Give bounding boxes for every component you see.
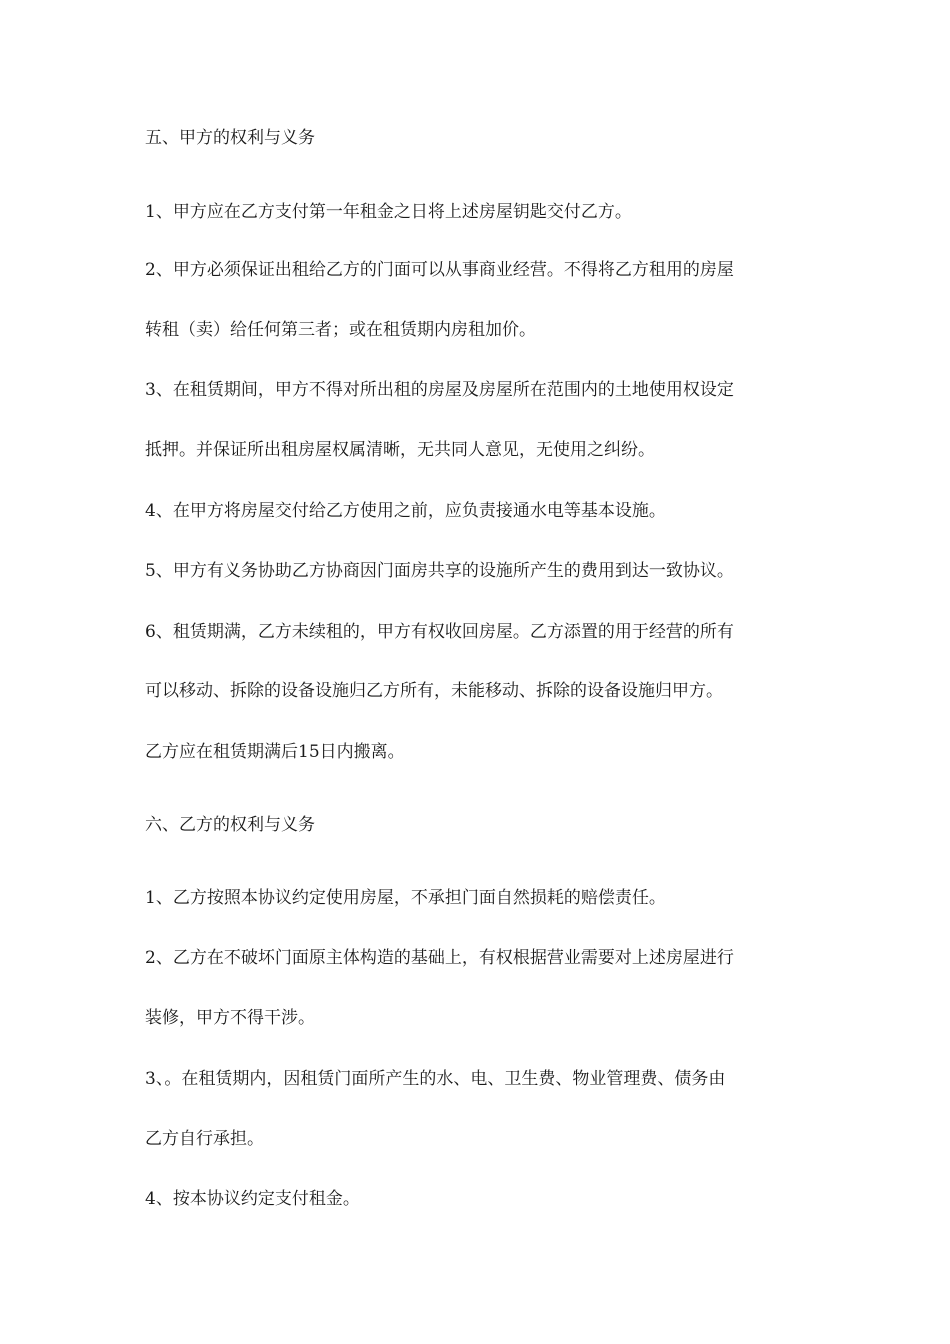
- party-a-clause-2-line-1: 2、甲方必须保证出租给乙方的门面可以从事商业经营。不得将乙方租用的房屋: [145, 260, 734, 280]
- party-a-clause-6-line-3: 乙方应在租赁期满后15日内搬离。: [145, 742, 405, 762]
- party-b-clause-2-line-2: 装修，甲方不得干涉。: [145, 1008, 315, 1028]
- party-b-clause-1: 1、乙方按照本协议约定使用房屋，不承担门面自然损耗的赔偿责任。: [145, 888, 666, 908]
- party-a-clause-5: 5、甲方有义务协助乙方协商因门面房共享的设施所产生的费用到达一致协议。: [145, 561, 734, 581]
- party-a-clause-4: 4、在甲方将房屋交付给乙方使用之前，应负责接通水电等基本设施。: [145, 501, 666, 521]
- section-heading-party-a: 五、甲方的权利与义务: [145, 128, 315, 148]
- party-a-clause-6-line-2: 可以移动、拆除的设备设施归乙方所有，未能移动、拆除的设备设施归甲方。: [145, 681, 723, 701]
- party-b-clause-4: 4、按本协议约定支付租金。: [145, 1189, 360, 1209]
- party-b-clause-3-line-2: 乙方自行承担。: [145, 1129, 264, 1149]
- party-a-clause-3-line-2: 抵押。并保证所出租房屋权属清晰，无共同人意见，无使用之纠纷。: [145, 440, 655, 460]
- party-a-clause-2-line-2: 转租（卖）给任何第三者；或在租赁期内房租加价。: [145, 320, 536, 340]
- section-heading-party-b: 六、乙方的权利与义务: [145, 815, 315, 835]
- party-b-clause-3-line-1: 3、。在租赁期内，因租赁门面所产生的水、电、卫生费、物业管理费、债务由: [145, 1069, 726, 1089]
- party-b-clause-2-line-1: 2、乙方在不破坏门面原主体构造的基础上，有权根据营业需要对上述房屋进行: [145, 948, 734, 968]
- party-a-clause-6-line-1: 6、租赁期满，乙方未续租的，甲方有权收回房屋。乙方添置的用于经营的所有: [145, 622, 734, 642]
- party-a-clause-1: 1、甲方应在乙方支付第一年租金之日将上述房屋钥匙交付乙方。: [145, 202, 632, 222]
- party-a-clause-3-line-1: 3、在租赁期间，甲方不得对所出租的房屋及房屋所在范围内的土地使用权设定: [145, 380, 734, 400]
